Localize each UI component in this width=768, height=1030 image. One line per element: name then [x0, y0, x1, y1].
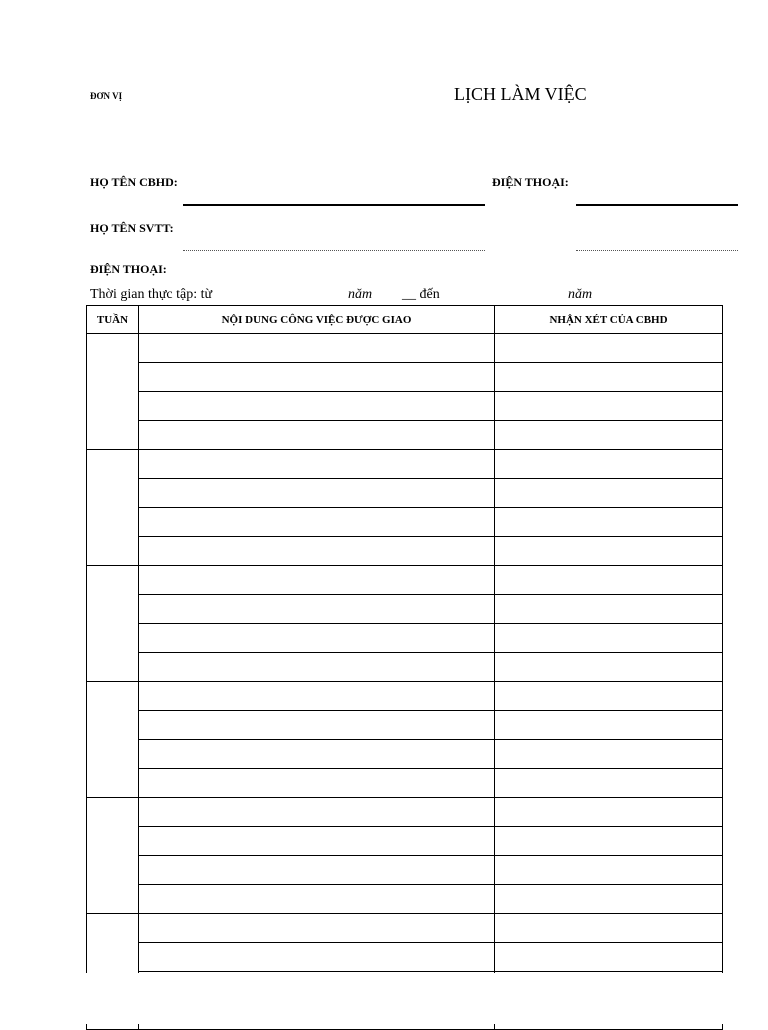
table-row — [87, 885, 723, 914]
table-row — [87, 943, 723, 972]
week-cell[interactable] — [87, 682, 139, 798]
supervisor-comment-cell[interactable] — [495, 682, 723, 711]
supervisor-comment-cell[interactable] — [495, 334, 723, 363]
table-row — [87, 769, 723, 798]
table-row — [87, 798, 723, 827]
table-row — [87, 537, 723, 566]
column-header-assigned-work: NỘI DUNG CÔNG VIỆC ĐƯỢC GIAO — [139, 306, 495, 334]
supervisor-comment-cell[interactable] — [495, 711, 723, 740]
student-phone-label: ĐIỆN THOẠI: — [90, 262, 167, 276]
table-row — [87, 421, 723, 450]
week-cell[interactable] — [87, 334, 139, 450]
table-row — [87, 334, 723, 363]
table-row — [87, 740, 723, 769]
assigned-work-cell[interactable] — [139, 334, 495, 363]
supervisor-comment-cell[interactable] — [495, 450, 723, 479]
supervisor-comment-cell[interactable] — [495, 392, 723, 421]
supervisor-phone-label: ĐIỆN THOẠI: — [492, 175, 569, 189]
assigned-work-cell[interactable] — [139, 827, 495, 856]
table-row — [87, 363, 723, 392]
week-cell[interactable] — [87, 566, 139, 682]
table-row — [87, 595, 723, 624]
supervisor-comment-cell[interactable] — [495, 740, 723, 769]
supervisor-comment-cell[interactable] — [495, 769, 723, 798]
table-row — [87, 392, 723, 421]
week-cell[interactable] — [87, 450, 139, 566]
assigned-work-cell[interactable] — [139, 508, 495, 537]
page-bottom-margin — [0, 973, 768, 1024]
supervisor-comment-cell[interactable] — [495, 624, 723, 653]
assigned-work-cell[interactable] — [139, 740, 495, 769]
supervisor-comment-cell[interactable] — [495, 537, 723, 566]
unit-label: ĐƠN VỊ — [90, 91, 123, 101]
student-name-line[interactable] — [183, 250, 485, 251]
assigned-work-cell[interactable] — [139, 798, 495, 827]
supervisor-comment-cell[interactable] — [495, 885, 723, 914]
student-phone-line[interactable] — [576, 250, 738, 251]
column-header-supervisor-comment: NHẬN XÉT CỦA CBHD — [495, 306, 723, 334]
supervisor-comment-cell[interactable] — [495, 566, 723, 595]
supervisor-comment-cell[interactable] — [495, 798, 723, 827]
table-header-row — [87, 306, 723, 334]
student-name-label: HỌ TÊN SVTT: — [90, 221, 174, 235]
year-word-2: năm — [568, 287, 593, 302]
table-body — [87, 334, 723, 1030]
table-row — [87, 479, 723, 508]
table-row — [87, 711, 723, 740]
table-row — [87, 508, 723, 537]
year-word-1: năm — [348, 287, 373, 302]
table-row — [87, 914, 723, 943]
assigned-work-cell[interactable] — [139, 943, 495, 972]
supervisor-name-label: HỌ TÊN CBHD: — [90, 175, 178, 189]
work-schedule-table — [86, 305, 723, 1030]
supervisor-comment-cell[interactable] — [495, 479, 723, 508]
supervisor-comment-cell[interactable] — [495, 653, 723, 682]
assigned-work-cell[interactable] — [139, 566, 495, 595]
assigned-work-cell[interactable] — [139, 421, 495, 450]
to-word: __ đến — [402, 287, 440, 302]
supervisor-comment-cell[interactable] — [495, 363, 723, 392]
page-title: LỊCH LÀM VIỆC — [454, 84, 587, 104]
assigned-work-cell[interactable] — [139, 856, 495, 885]
table-row — [87, 682, 723, 711]
assigned-work-cell[interactable] — [139, 624, 495, 653]
supervisor-phone-line[interactable] — [576, 204, 738, 206]
table-row — [87, 653, 723, 682]
table-row — [87, 624, 723, 653]
supervisor-comment-cell[interactable] — [495, 856, 723, 885]
column-header-week: TUẦN — [87, 306, 139, 334]
supervisor-comment-cell[interactable] — [495, 421, 723, 450]
assigned-work-cell[interactable] — [139, 653, 495, 682]
assigned-work-cell[interactable] — [139, 885, 495, 914]
assigned-work-cell[interactable] — [139, 711, 495, 740]
assigned-work-cell[interactable] — [139, 450, 495, 479]
assigned-work-cell[interactable] — [139, 537, 495, 566]
supervisor-comment-cell[interactable] — [495, 827, 723, 856]
assigned-work-cell[interactable] — [139, 682, 495, 711]
table-row — [87, 566, 723, 595]
assigned-work-cell[interactable] — [139, 479, 495, 508]
supervisor-comment-cell[interactable] — [495, 595, 723, 624]
week-cell[interactable] — [87, 798, 139, 914]
assigned-work-cell[interactable] — [139, 363, 495, 392]
table-row — [87, 827, 723, 856]
table-row — [87, 856, 723, 885]
table-row — [87, 450, 723, 479]
supervisor-comment-cell[interactable] — [495, 914, 723, 943]
assigned-work-cell[interactable] — [139, 595, 495, 624]
assigned-work-cell[interactable] — [139, 914, 495, 943]
assigned-work-cell[interactable] — [139, 392, 495, 421]
supervisor-comment-cell[interactable] — [495, 943, 723, 972]
assigned-work-cell[interactable] — [139, 769, 495, 798]
supervisor-comment-cell[interactable] — [495, 508, 723, 537]
period-prefix: Thời gian thực tập: từ — [90, 287, 213, 302]
supervisor-name-line[interactable] — [183, 204, 485, 206]
